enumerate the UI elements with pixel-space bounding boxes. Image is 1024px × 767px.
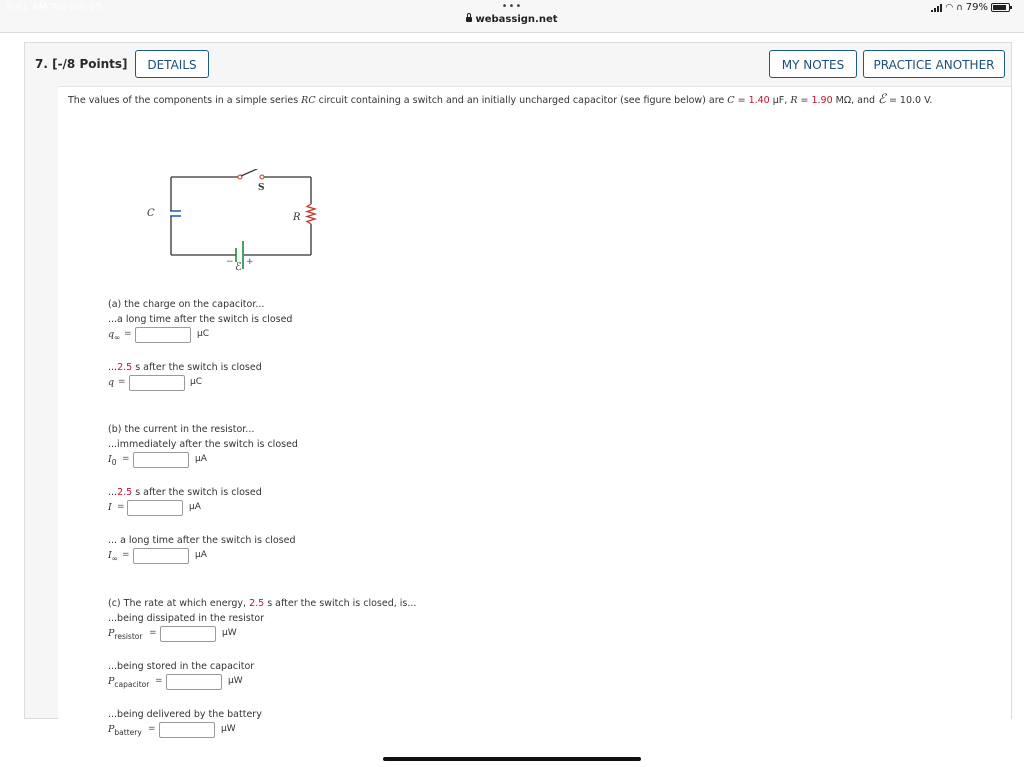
emf-label: ℰ: [235, 260, 242, 273]
switch-label: S: [258, 183, 265, 193]
part-b-sub2-text: ...2.5 s after the switch is closed: [108, 487, 262, 498]
wifi-icon: ◠: [945, 2, 954, 13]
capacitor-symbol: [170, 211, 181, 216]
practice-another-button[interactable]: PRACTICE ANOTHER: [863, 50, 1005, 78]
p-capacitor-label: $P_{capacitor}$: [108, 676, 150, 689]
i0-label: $I_0$: [108, 454, 117, 467]
home-indicator[interactable]: [383, 757, 641, 761]
question-panel: [24, 42, 1012, 737]
unit-label: μW: [222, 628, 237, 638]
part-b-heading: (b) the current in the resistor...: [108, 424, 255, 435]
q-infinity-label: $q_\infty$: [108, 329, 121, 342]
part-c-sub1-text: ...being dissipated in the resistor: [108, 613, 265, 624]
battery-icon: [991, 3, 1010, 12]
address-bar[interactable]: [0, 14, 1024, 25]
problem-statement: The values of the components in a simple series RC circuit containing a switch and an initially uncharged capacitor (see figure below) are C = 1.40 μF, R = 1.90 MΩ, and ℰ = 10.0 V.: [68, 92, 933, 107]
part-b-sub1-text: ...immediately after the switch is closed: [108, 439, 298, 450]
part-a-sub1-text: ...a long time after the switch is closed: [108, 314, 293, 325]
unit-label: μA: [189, 502, 201, 512]
equals-sign: =: [124, 329, 132, 339]
signal-icon: [931, 4, 942, 12]
unit-label: μC: [197, 329, 210, 339]
q-label: q: [108, 377, 115, 388]
status-time: 9:41 AM Tue Jun 15: [6, 2, 103, 13]
circuit-wires: [171, 177, 311, 255]
unit-label: μA: [195, 550, 207, 560]
unit-label: μA: [195, 454, 207, 464]
battery-percent: 79%: [965, 2, 988, 13]
part-c-heading: (c) The rate at which energy, 2.5 s after the switch is closed, is...: [108, 598, 417, 609]
capacitance-value: 1.40: [748, 95, 770, 106]
resistor-label: R: [293, 212, 301, 223]
rc-circuit-diagram: [170, 169, 320, 289]
my-notes-button[interactable]: MY NOTES: [769, 50, 857, 78]
i-input[interactable]: [127, 500, 183, 516]
unit-label: μW: [228, 676, 243, 686]
resistance-value: 1.90: [811, 95, 833, 106]
browser-status-bar: [0, 0, 1024, 33]
switch-symbol: [238, 169, 264, 179]
part-c-sub2-text: ...being stored in the capacitor: [108, 661, 255, 672]
unit-label: μC: [190, 377, 203, 387]
equals-sign: =: [117, 502, 125, 512]
p-resistor-input[interactable]: [160, 626, 216, 642]
i-infinity-label: $I_\infty$: [108, 550, 119, 563]
equals-sign: =: [122, 550, 130, 560]
equals-sign: =: [155, 676, 163, 686]
question-number: 7. [-/8 Points]: [35, 57, 128, 71]
p-battery-label: $P_{battery}$: [108, 724, 142, 737]
equals-sign: =: [122, 454, 130, 464]
p-battery-input[interactable]: [159, 722, 215, 738]
status-indicators: [931, 2, 1010, 13]
p-capacitor-input[interactable]: [166, 674, 222, 690]
lock-icon: [466, 17, 472, 22]
question-content: [58, 86, 1011, 737]
equals-sign: =: [118, 377, 126, 387]
battery-plus-label: +: [246, 257, 254, 267]
battery-minus-label: −: [226, 257, 234, 267]
details-button[interactable]: DETAILS: [135, 50, 209, 78]
part-c-sub3-text: ...being delivered by the battery: [108, 709, 262, 720]
headphones-icon: ∩: [956, 2, 963, 13]
tab-dots-icon[interactable]: •••: [501, 1, 523, 12]
part-a-sub2-text: ...2.5 s after the switch is closed: [108, 362, 262, 373]
url-text: webassign.net: [475, 14, 558, 25]
i-infinity-input[interactable]: [133, 548, 189, 564]
q-infinity-input[interactable]: [135, 327, 191, 343]
q-input[interactable]: [129, 375, 185, 391]
i0-input[interactable]: [133, 452, 189, 468]
equals-sign: =: [148, 724, 156, 734]
p-resistor-label: $P_{resistor}$: [108, 628, 143, 641]
i-label: I: [108, 502, 112, 513]
unit-label: μW: [221, 724, 236, 734]
capacitor-label: C: [147, 208, 155, 219]
part-b-sub3-text: ... a long time after the switch is closed: [108, 535, 296, 546]
part-a-heading: (a) the charge on the capacitor...: [108, 299, 265, 310]
resistor-symbol: [307, 204, 315, 224]
equals-sign: =: [149, 628, 157, 638]
